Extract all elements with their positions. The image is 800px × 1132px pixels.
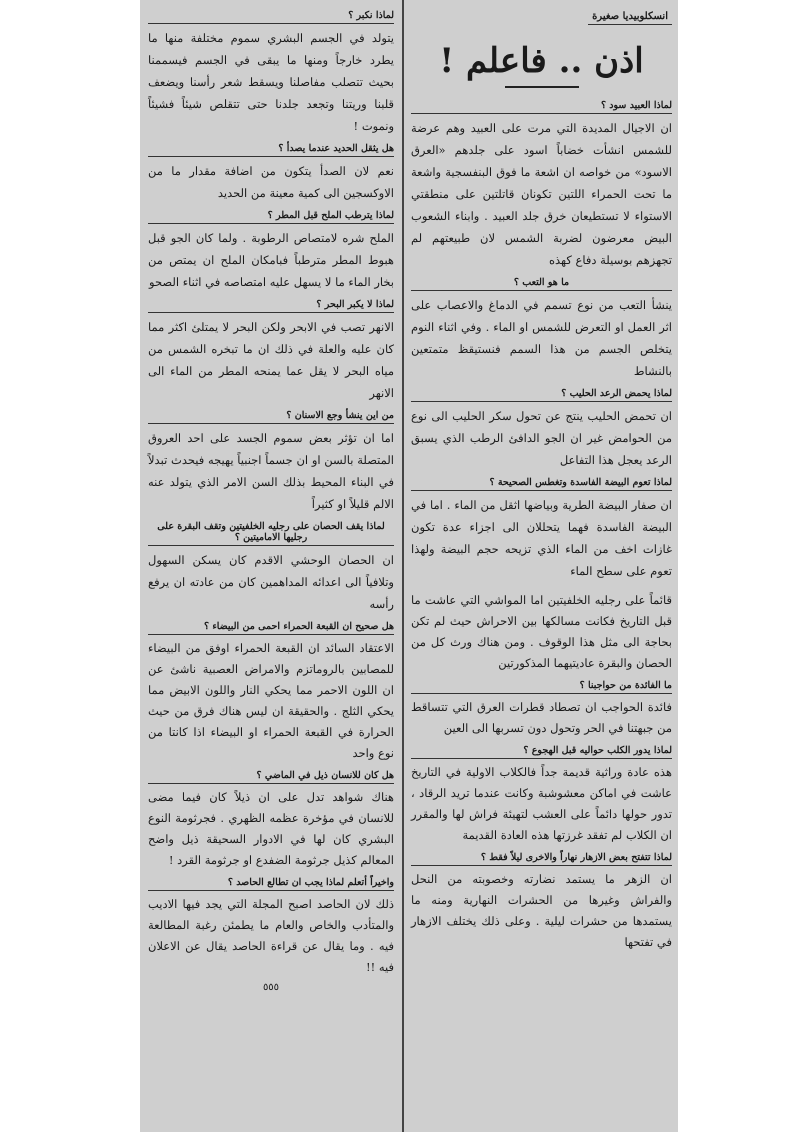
entry-question: لماذا تتفتح بعض الازهار نهاراً والاخرى ليلاً فقط ؟ [411,850,672,866]
entry [148,768,394,871]
entry-answer: ان الحصان الوحشي الاقدم كان يسكن السهول وتلافياً الى اعدائه المداهمين كان من عادته ان يرفع رأسه [148,553,394,611]
entry-question: لماذا يترطب الملح قبل المطر ؟ [148,208,394,224]
entry [411,590,672,674]
entry-answer: يتولد في الجسم البشري سموم مختلفة منها ما يطرد خارجاً ومنها ما يبقى في الجسم فيسممنا بحيث تتصلب مفاصلنا ويسقط شعر رأسنا ويضعف قلبنا وريتنا وتجعد جلدنا حتى تتقلص شيئاً فشيئاً ونموت ! [148,31,394,133]
entry-answer: هناك شواهد تدل على ان ذيلاً كان فيما مضى للانسان في مؤخرة عظمه الظهري . فجرثومة النوع البشري كان لها في الادوار السحيقة ذيل واضح المعالم كذيل جرثومة الضفدع او جرثومة القرد ! [148,790,394,867]
entry [148,208,394,293]
entry [411,743,672,846]
footer-ornament: ٥٥٥ [262,982,280,993]
entry [411,98,672,271]
entry-answer: ان الزهر ما يستمد نضارته وخصوبته من النحل والفراش وغيرها من الحشرات النهارية ومنه ما يستمدها من حشرات ليلية . وعلى ذلك يختلف الازهار في تفتحها [411,872,672,950]
entry-question: ما الفائدة من حواجبنا ؟ [411,678,672,694]
entry-answer: ان الاجيال المديدة التي مرت على العبيد وهم عرضة للشمس انشأت خضاباً اسود على جلدهم «العرق الاسود» من خواصه ان اشعة ما فوق البنفسجية واشعة ما تحت الحمراء اللتين تكونان قاتلتين على منطقتي الاستواء لا تستطيعان خرق جلد العبيد . وابناء الشعوب البيض معرضون لضربة الشمس لان طبيعتهم لم تجهزهم بوسيلة دفاع كهذه [411,121,672,268]
entry [148,875,394,978]
entry-question: لماذا نكبر ؟ [148,8,394,24]
entry [411,850,672,953]
entry [148,8,394,137]
entry-question: هل صحيح ان القبعة الحمراء احمى من البيضاء ؟ [148,619,394,635]
right-column [405,0,678,1132]
entry-question: لماذا تعوم البيضة الفاسدة وتغطس الصحيحة ؟ [411,475,672,491]
entry-question: هل يثقل الحديد عندما يصدأ ؟ [148,141,394,157]
entry-answer: اما ان تؤثر بعض سموم الجسد على احد العروق المتصلة بالسن او ان جسماً اجنبياً يهيجه فيحدث تبدلاً في البناء المحيط بذلك السن الامر الذي يتولد عنه الالم قليلاً او كثيراً [148,431,394,511]
entry-question: لماذا يقف الحصان على رجليه الخلفيتين وتقف البقرة على رجليها الاماميتين ؟ [148,519,394,546]
entry [148,519,394,615]
entry-question: لماذا يدور الكلب حواليه قبل الهجوع ؟ [411,743,672,759]
entry-answer: هذه عادة وراثية قديمة جداً فالكلاب الاولية في التاريخ عاشت في اماكن معشوشبة وكانت عندما تريد الرقاد ، تدور حولها دائماً على العشب لتهيئة فراش لها والمقرر ان الكلاب لم تفقد غرزتها هذه العادة القديمة [411,765,672,843]
entry-question: لماذا العبيد سود ؟ [411,98,672,114]
entry-answer: الانهر تصب في الابحر ولكن البحر لا يمتلئ اكثر مما كان عليه والعلة في ذلك ان ما تبخره الشمس من مياه البحر لا يقل عما يمنحه المطر من الماء الى الانهر [148,320,394,400]
entry-answer: الملح شره لامتصاص الرطوبة . ولما كان الجو قبل هبوط المطر مترطباً فبامكان الملح ان يمتص من بخار الماء ما لا يسهل عليه امتصاصه في اثناء الصحو [148,231,394,289]
entry-continuation: قائماً على رجليه الخلفيتين اما المواشي التي عاشت ما قبل التاريخ فكانت مسالكها بين الاحراش حيث لم تكن بحاجة الى مثل هذا الوقوف . ومن هناك ورث كل من الحصان والبقرة عاديتيهما المذكورتين [411,593,672,671]
entry-question: من اين ينشأ وجع الاسنان ؟ [148,408,394,424]
entry-question: لماذا لا يكبر البحر ؟ [148,297,394,313]
entry [148,297,394,404]
left-column [142,0,400,1132]
entry [411,475,672,582]
entry-answer: نعم لان الصدأ يتكون من اضافة مقدار ما من الاوكسجين الى كمية معينة من الحديد [148,164,394,200]
entry [148,141,394,204]
column-divider [402,0,404,1132]
entry-answer: ينشأ التعب من نوع تسمم في الدماغ والاعصاب على اثر العمل او التعرض للشمس او الماء . وفي اثناء النوم يتخلص الجسم من هذا السمم فنستيقظ متمتعين بالنشاط [411,298,672,379]
entry-answer: ان تحمض الحليب ينتج عن تحول سكر الحليب الى نوع من الحوامض غير ان الجو الدافئ الرطب الذي يسبق الرعد يعجل هذا التفاعل [411,409,672,468]
section-banner: انسكلوبيديا صغيرة [588,9,672,25]
entry [411,678,672,739]
entry-answer: الاعتقاد السائد ان القبعة الحمراء اوفق من البيضاء للمصابين بالروماتزم والامراض العصبية ناشئ عن ان اللون الاحمر مما يحكي النار واللون الابيض مما يحكي الثلج . والحقيقة ان ليس هناك فرق من حيث الحرارة في القبعة الحمراء او البيضاء اذا كانتا من نوع واحد [148,641,394,760]
entry [411,275,672,382]
entry [411,386,672,471]
entry-answer: فائدة الحواجب ان تصطاد قطرات العرق التي تتساقط من جبهتنا في الحر وتحول دون تسربها الى العين [411,700,672,736]
entry [148,408,394,515]
entry-answer: ذلك لان الحاصد اصبح المجلة التي يجد فيها الاديب والمتأدب والخاص والعام ما يطمئن رغبة المطالعة فيه . وما يقال عن قراءة الحاصد يقال عن الاعلان فيه !! [148,897,394,974]
entry-answer: ان صفار البيضة الطرية وبياضها اثقل من الماء . اما في البيضة الفاسدة فهما يتحللان الى اجزاء عدة تكون غازات اخف من الماء الذي تزيحه حجم البيضة ولهذا تعوم على سطح الماء [411,498,672,579]
entry-question: هل كان للانسان ذيل في الماضي ؟ [148,768,394,784]
entry-question: ما هو التعب ؟ [411,275,672,291]
entry-question: واخيراً أتعلم لماذا يجب ان تطالع الحاصد ؟ [148,875,394,891]
entry [148,619,394,764]
main-title: اذن .. فاعلم ! [439,41,644,81]
title-underline [505,86,579,88]
entry-question: لماذا يحمض الرعد الحليب ؟ [411,386,672,402]
